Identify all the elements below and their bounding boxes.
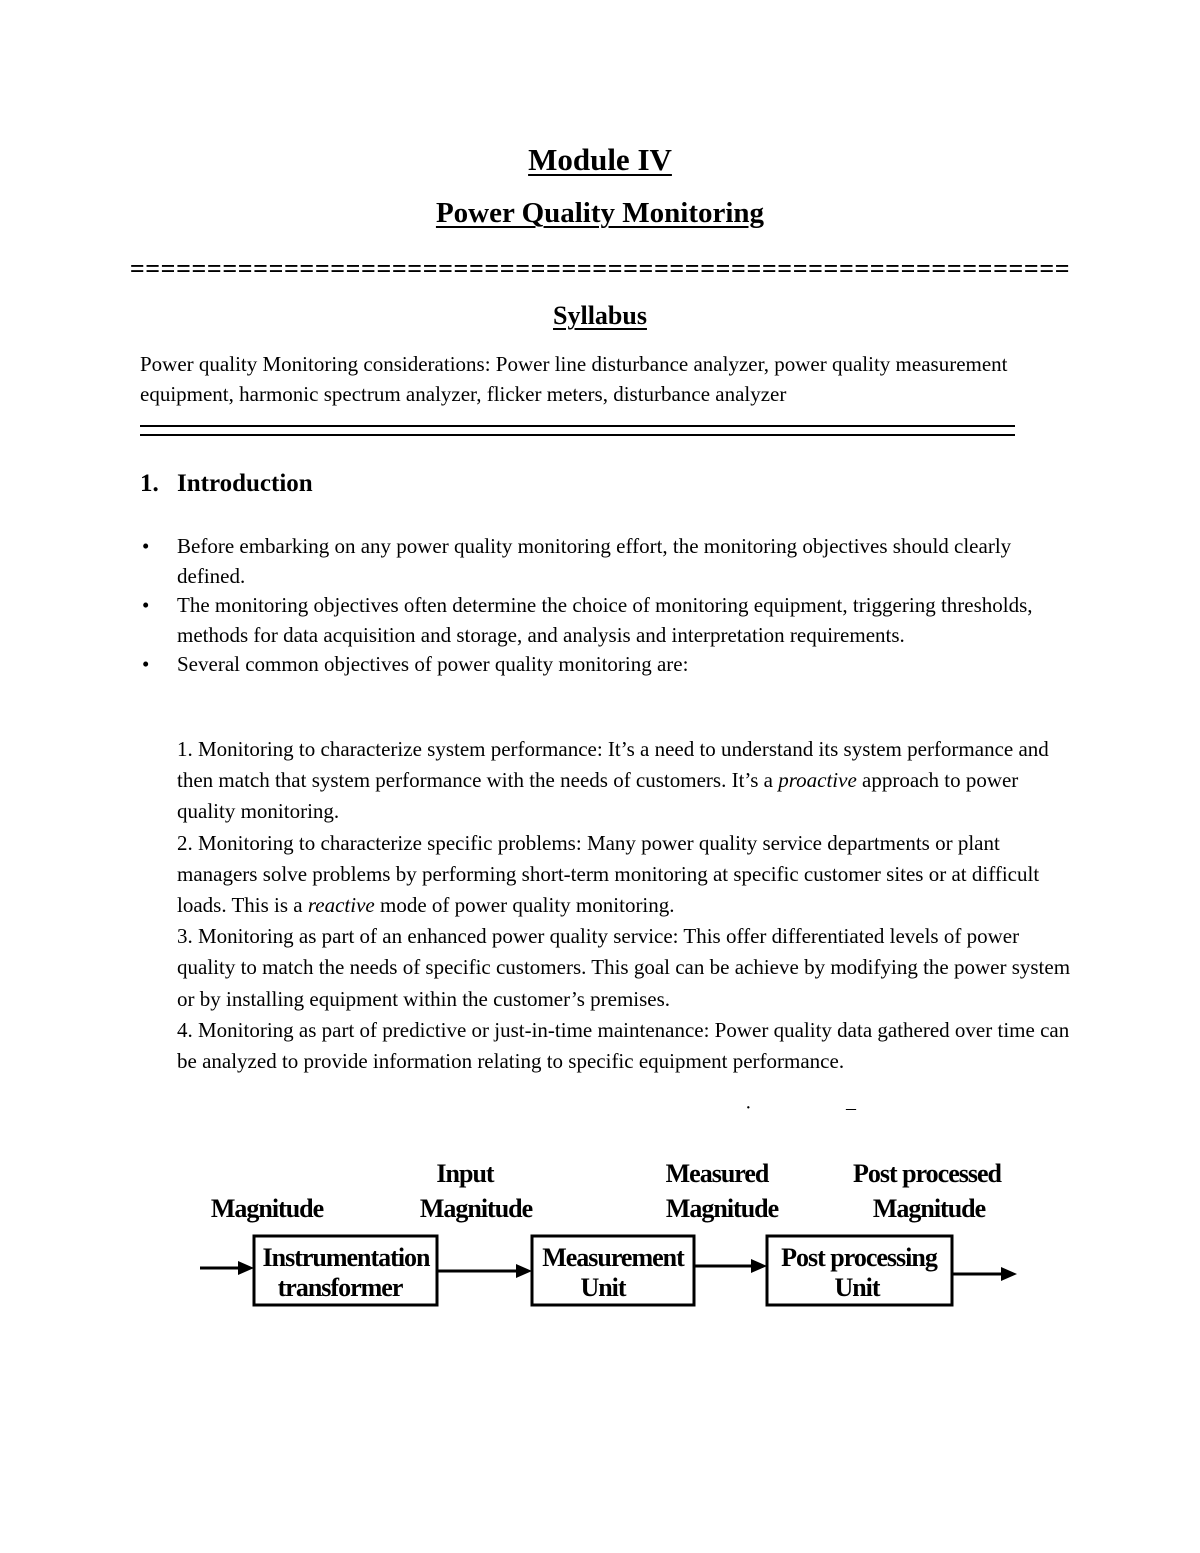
page-title: Power Quality Monitoring [435,197,765,229]
objectives-list [177,734,1072,1077]
arrow-head-in [238,1261,254,1275]
bullet-text: Before embarking on any power quality monitoring effort, the monitoring objectives should clearly defined. [177,534,1012,588]
box-3-line-1: Post processing [781,1243,937,1272]
arrow-head-1 [516,1264,532,1278]
label-input: Input [436,1159,494,1188]
arrow-head-2 [751,1259,767,1273]
section-heading [140,470,313,498]
list-item [140,532,1070,591]
objective-text-end: approach to power quality monitoring. [177,768,1019,824]
section-title: Introduction [177,470,313,497]
label-post-processed: Post processed [852,1159,1002,1188]
label-measured-magnitude: Magnitude [665,1194,779,1223]
section-number: 1. [140,470,159,497]
box-1-line-2: transformer [277,1273,403,1302]
bullet-text: Several common objectives of power quality monitoring are: [177,652,689,676]
stray-dot-mark: · [745,1097,752,1119]
bullet-text: The monitoring objectives often determine the choice of monitoring equipment, triggering thresholds, methods for data acquisition and storage, and analysis and interpretation requirements. [177,593,1033,647]
objective-emphasis: proactive [778,768,857,793]
box-1-line-1: Instrumentation [262,1243,430,1272]
box-2-line-1: Measurement [542,1243,684,1272]
box-2-line-2: Unit [580,1273,626,1302]
objective-item [177,828,1072,922]
objective-text-end: mode of power quality monitoring. [374,893,675,918]
syllabus-heading: Syllabus [553,301,647,330]
objective-text: 3. Monitoring as part of an enhanced power quality service: This offer differentiated levels of power quality to match the needs of specific customers. This goal can be achieve by modifying the power system or by installing equipment within the customer’s premises. [177,924,1071,1011]
objective-text: 1. Monitoring to characterize system performance: It’s a need to understand its system performance and then match that system performance with the needs of customers. It’s a [177,737,1049,793]
module-title: Module IV [528,142,672,177]
arrow-head-out [1001,1267,1017,1281]
objective-item [177,734,1072,828]
bullet-icon: • [142,534,150,558]
box-3-line-2: Unit [834,1273,880,1302]
bullet-list [140,532,1070,680]
stray-dash-mark: – [846,1097,856,1119]
block-diagram [0,1150,1200,1320]
separator-double-line [140,425,1015,436]
syllabus-text: Power quality Monitoring considerations: Power line disturbance analyzer, power quality measurement equipment, harmonic spectrum analyzer, flicker meters, disturbance analyzer [140,352,1008,406]
objective-text: 4. Monitoring as part of predictive or just-in-time maintenance: Power quality data gathered over time can be analyzed to provide information relating to specific equipment performance. [177,1017,1070,1074]
objective-emphasis: reactive [307,893,375,918]
separator-top: ============================================================= [129,254,1071,283]
list-item [140,591,1070,650]
label-input-magnitude: Magnitude [419,1194,533,1223]
objective-item [177,921,1072,1015]
label-magnitude: Magnitude [210,1194,324,1223]
objective-text: 2. Monitoring to characterize specific problems: Many power quality service departments or plant managers solve problems by performing short-term monitoring at specific customer sites or at difficult loads. This is a [177,830,1040,918]
bullet-icon: • [142,652,150,676]
label-post-processed-magnitude: Magnitude [872,1194,986,1223]
bullet-icon: • [142,593,150,617]
label-measured: Measured [665,1159,769,1188]
list-item [140,650,1070,680]
objective-item [177,1015,1072,1077]
